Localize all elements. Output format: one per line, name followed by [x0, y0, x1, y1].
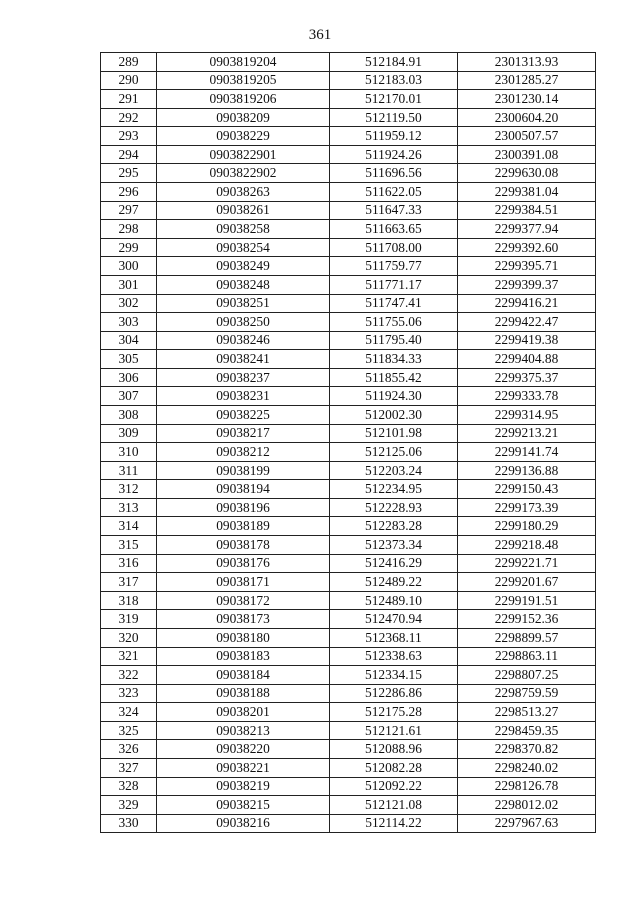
table-row	[101, 684, 596, 703]
x-coordinate-cell: 512228.93	[330, 498, 458, 517]
row-number-cell: 307	[101, 387, 157, 406]
y-coordinate-cell: 2300507.57	[458, 127, 596, 146]
y-coordinate-cell: 2299314.95	[458, 405, 596, 424]
table-row	[101, 796, 596, 815]
x-coordinate-cell: 512119.50	[330, 108, 458, 127]
table-row	[101, 164, 596, 183]
row-number-cell: 326	[101, 740, 157, 759]
y-coordinate-cell: 2299422.47	[458, 313, 596, 332]
row-number-cell: 313	[101, 498, 157, 517]
point-id-cell: 09038225	[157, 405, 330, 424]
point-id-cell: 09038241	[157, 350, 330, 369]
point-id-cell: 09038251	[157, 294, 330, 313]
y-coordinate-cell: 2299392.60	[458, 238, 596, 257]
x-coordinate-cell: 512203.24	[330, 461, 458, 480]
x-coordinate-cell: 512234.95	[330, 480, 458, 499]
point-id-cell: 09038261	[157, 201, 330, 220]
x-coordinate-cell: 512114.22	[330, 814, 458, 833]
y-coordinate-cell: 2299191.51	[458, 591, 596, 610]
x-coordinate-cell: 512088.96	[330, 740, 458, 759]
row-number-cell: 294	[101, 145, 157, 164]
table-row	[101, 294, 596, 313]
table-row	[101, 387, 596, 406]
table-row	[101, 610, 596, 629]
row-number-cell: 316	[101, 554, 157, 573]
x-coordinate-cell: 512470.94	[330, 610, 458, 629]
y-coordinate-cell: 2300604.20	[458, 108, 596, 127]
x-coordinate-cell: 512489.10	[330, 591, 458, 610]
table-row	[101, 71, 596, 90]
y-coordinate-cell: 2299150.43	[458, 480, 596, 499]
row-number-cell: 290	[101, 71, 157, 90]
point-id-cell: 09038171	[157, 573, 330, 592]
point-id-cell: 09038178	[157, 536, 330, 555]
x-coordinate-cell: 511622.05	[330, 183, 458, 202]
point-id-cell: 09038201	[157, 703, 330, 722]
x-coordinate-cell: 512338.63	[330, 647, 458, 666]
x-coordinate-cell: 512002.30	[330, 405, 458, 424]
point-id-cell: 09038213	[157, 721, 330, 740]
x-coordinate-cell: 511834.33	[330, 350, 458, 369]
x-coordinate-cell: 512082.28	[330, 758, 458, 777]
x-coordinate-cell: 511747.41	[330, 294, 458, 313]
point-id-cell: 09038219	[157, 777, 330, 796]
table-row	[101, 331, 596, 350]
row-number-cell: 318	[101, 591, 157, 610]
table-row	[101, 201, 596, 220]
y-coordinate-cell: 2301285.27	[458, 71, 596, 90]
y-coordinate-cell: 2298012.02	[458, 796, 596, 815]
point-id-cell: 09038172	[157, 591, 330, 610]
table-row	[101, 591, 596, 610]
x-coordinate-cell: 512368.11	[330, 628, 458, 647]
point-id-cell: 09038173	[157, 610, 330, 629]
x-coordinate-cell: 511855.42	[330, 368, 458, 387]
table-row	[101, 238, 596, 257]
x-coordinate-cell: 512175.28	[330, 703, 458, 722]
point-id-cell: 09038209	[157, 108, 330, 127]
page-number: 361	[308, 27, 332, 43]
x-coordinate-cell: 511959.12	[330, 127, 458, 146]
x-coordinate-cell: 512121.08	[330, 796, 458, 815]
table-row	[101, 53, 596, 72]
row-number-cell: 328	[101, 777, 157, 796]
point-id-cell: 09038258	[157, 220, 330, 239]
x-coordinate-cell: 512184.91	[330, 53, 458, 72]
x-coordinate-cell: 511795.40	[330, 331, 458, 350]
point-id-cell: 09038212	[157, 443, 330, 462]
x-coordinate-cell: 512121.61	[330, 721, 458, 740]
x-coordinate-cell: 511924.26	[330, 145, 458, 164]
y-coordinate-cell: 2299377.94	[458, 220, 596, 239]
y-coordinate-cell: 2299419.38	[458, 331, 596, 350]
y-coordinate-cell: 2301230.14	[458, 90, 596, 109]
x-coordinate-cell: 512416.29	[330, 554, 458, 573]
point-id-cell: 09038254	[157, 238, 330, 257]
y-coordinate-cell: 2299136.88	[458, 461, 596, 480]
table-row	[101, 461, 596, 480]
row-number-cell: 297	[101, 201, 157, 220]
row-number-cell: 296	[101, 183, 157, 202]
point-id-cell: 09038263	[157, 183, 330, 202]
table-row	[101, 554, 596, 573]
row-number-cell: 306	[101, 368, 157, 387]
y-coordinate-cell: 2299180.29	[458, 517, 596, 536]
y-coordinate-cell: 2298863.11	[458, 647, 596, 666]
point-id-cell: 09038221	[157, 758, 330, 777]
row-number-cell: 315	[101, 536, 157, 555]
table-row	[101, 721, 596, 740]
row-number-cell: 317	[101, 573, 157, 592]
row-number-cell: 319	[101, 610, 157, 629]
point-id-cell: 09038176	[157, 554, 330, 573]
row-number-cell: 304	[101, 331, 157, 350]
point-id-cell: 09038220	[157, 740, 330, 759]
table-row	[101, 220, 596, 239]
point-id-cell: 0903819206	[157, 90, 330, 109]
row-number-cell: 322	[101, 666, 157, 685]
x-coordinate-cell: 512373.34	[330, 536, 458, 555]
row-number-cell: 309	[101, 424, 157, 443]
row-number-cell: 301	[101, 275, 157, 294]
table-row	[101, 703, 596, 722]
table-body	[101, 53, 596, 833]
y-coordinate-cell: 2298370.82	[458, 740, 596, 759]
table-row	[101, 145, 596, 164]
table-row	[101, 108, 596, 127]
y-coordinate-cell: 2298899.57	[458, 628, 596, 647]
table-row	[101, 90, 596, 109]
y-coordinate-cell: 2299213.21	[458, 424, 596, 443]
x-coordinate-cell: 512125.06	[330, 443, 458, 462]
point-id-cell: 09038183	[157, 647, 330, 666]
table-row	[101, 666, 596, 685]
point-id-cell: 09038229	[157, 127, 330, 146]
coordinates-table	[100, 52, 596, 833]
table-row	[101, 313, 596, 332]
point-id-cell: 09038188	[157, 684, 330, 703]
point-id-cell: 09038248	[157, 275, 330, 294]
x-coordinate-cell: 512101.98	[330, 424, 458, 443]
y-coordinate-cell: 2299218.48	[458, 536, 596, 555]
y-coordinate-cell: 2298459.35	[458, 721, 596, 740]
row-number-cell: 329	[101, 796, 157, 815]
point-id-cell: 0903822902	[157, 164, 330, 183]
y-coordinate-cell: 2299399.37	[458, 275, 596, 294]
row-number-cell: 299	[101, 238, 157, 257]
row-number-cell: 311	[101, 461, 157, 480]
y-coordinate-cell: 2299375.37	[458, 368, 596, 387]
row-number-cell: 292	[101, 108, 157, 127]
point-id-cell: 09038189	[157, 517, 330, 536]
point-id-cell: 0903819204	[157, 53, 330, 72]
y-coordinate-cell: 2299333.78	[458, 387, 596, 406]
table-row	[101, 740, 596, 759]
row-number-cell: 300	[101, 257, 157, 276]
table-row	[101, 368, 596, 387]
y-coordinate-cell: 2298240.02	[458, 758, 596, 777]
row-number-cell: 298	[101, 220, 157, 239]
x-coordinate-cell: 511708.00	[330, 238, 458, 257]
x-coordinate-cell: 512334.15	[330, 666, 458, 685]
point-id-cell: 09038250	[157, 313, 330, 332]
row-number-cell: 289	[101, 53, 157, 72]
row-number-cell: 323	[101, 684, 157, 703]
point-id-cell: 09038215	[157, 796, 330, 815]
table-row	[101, 183, 596, 202]
y-coordinate-cell: 2299395.71	[458, 257, 596, 276]
y-coordinate-cell: 2298759.59	[458, 684, 596, 703]
x-coordinate-cell: 512286.86	[330, 684, 458, 703]
point-id-cell: 09038196	[157, 498, 330, 517]
row-number-cell: 305	[101, 350, 157, 369]
row-number-cell: 327	[101, 758, 157, 777]
table-row	[101, 573, 596, 592]
x-coordinate-cell: 511663.65	[330, 220, 458, 239]
point-id-cell: 09038231	[157, 387, 330, 406]
y-coordinate-cell: 2299404.88	[458, 350, 596, 369]
table-row	[101, 480, 596, 499]
row-number-cell: 325	[101, 721, 157, 740]
y-coordinate-cell: 2299381.04	[458, 183, 596, 202]
table-row	[101, 127, 596, 146]
y-coordinate-cell: 2301313.93	[458, 53, 596, 72]
point-id-cell: 09038180	[157, 628, 330, 647]
y-coordinate-cell: 2300391.08	[458, 145, 596, 164]
x-coordinate-cell: 511755.06	[330, 313, 458, 332]
y-coordinate-cell: 2298513.27	[458, 703, 596, 722]
table-row	[101, 647, 596, 666]
row-number-cell: 293	[101, 127, 157, 146]
point-id-cell: 0903819205	[157, 71, 330, 90]
table-row	[101, 350, 596, 369]
row-number-cell: 291	[101, 90, 157, 109]
y-coordinate-cell: 2299173.39	[458, 498, 596, 517]
table-row	[101, 275, 596, 294]
row-number-cell: 314	[101, 517, 157, 536]
x-coordinate-cell: 511647.33	[330, 201, 458, 220]
point-id-cell: 09038249	[157, 257, 330, 276]
row-number-cell: 330	[101, 814, 157, 833]
table-row	[101, 424, 596, 443]
x-coordinate-cell: 512092.22	[330, 777, 458, 796]
point-id-cell: 09038194	[157, 480, 330, 499]
table-row	[101, 443, 596, 462]
row-number-cell: 308	[101, 405, 157, 424]
row-number-cell: 310	[101, 443, 157, 462]
x-coordinate-cell: 511771.17	[330, 275, 458, 294]
table-row	[101, 498, 596, 517]
x-coordinate-cell: 511696.56	[330, 164, 458, 183]
table-row	[101, 405, 596, 424]
x-coordinate-cell: 512489.22	[330, 573, 458, 592]
y-coordinate-cell: 2299221.71	[458, 554, 596, 573]
point-id-cell: 09038184	[157, 666, 330, 685]
y-coordinate-cell: 2299152.36	[458, 610, 596, 629]
y-coordinate-cell: 2299630.08	[458, 164, 596, 183]
table-row	[101, 517, 596, 536]
point-id-cell: 09038217	[157, 424, 330, 443]
table-row	[101, 257, 596, 276]
row-number-cell: 320	[101, 628, 157, 647]
row-number-cell: 302	[101, 294, 157, 313]
table-row	[101, 777, 596, 796]
y-coordinate-cell: 2299416.21	[458, 294, 596, 313]
y-coordinate-cell: 2299141.74	[458, 443, 596, 462]
y-coordinate-cell: 2299384.51	[458, 201, 596, 220]
row-number-cell: 303	[101, 313, 157, 332]
x-coordinate-cell: 512283.28	[330, 517, 458, 536]
table-row	[101, 758, 596, 777]
table-row	[101, 814, 596, 833]
point-id-cell: 09038237	[157, 368, 330, 387]
row-number-cell: 312	[101, 480, 157, 499]
point-id-cell: 09038199	[157, 461, 330, 480]
x-coordinate-cell: 511759.77	[330, 257, 458, 276]
x-coordinate-cell: 511924.30	[330, 387, 458, 406]
point-id-cell: 09038246	[157, 331, 330, 350]
y-coordinate-cell: 2298126.78	[458, 777, 596, 796]
table-row	[101, 536, 596, 555]
y-coordinate-cell: 2298807.25	[458, 666, 596, 685]
table-row	[101, 628, 596, 647]
y-coordinate-cell: 2299201.67	[458, 573, 596, 592]
x-coordinate-cell: 512183.03	[330, 71, 458, 90]
row-number-cell: 321	[101, 647, 157, 666]
row-number-cell: 324	[101, 703, 157, 722]
row-number-cell: 295	[101, 164, 157, 183]
point-id-cell: 09038216	[157, 814, 330, 833]
point-id-cell: 0903822901	[157, 145, 330, 164]
y-coordinate-cell: 2297967.63	[458, 814, 596, 833]
x-coordinate-cell: 512170.01	[330, 90, 458, 109]
